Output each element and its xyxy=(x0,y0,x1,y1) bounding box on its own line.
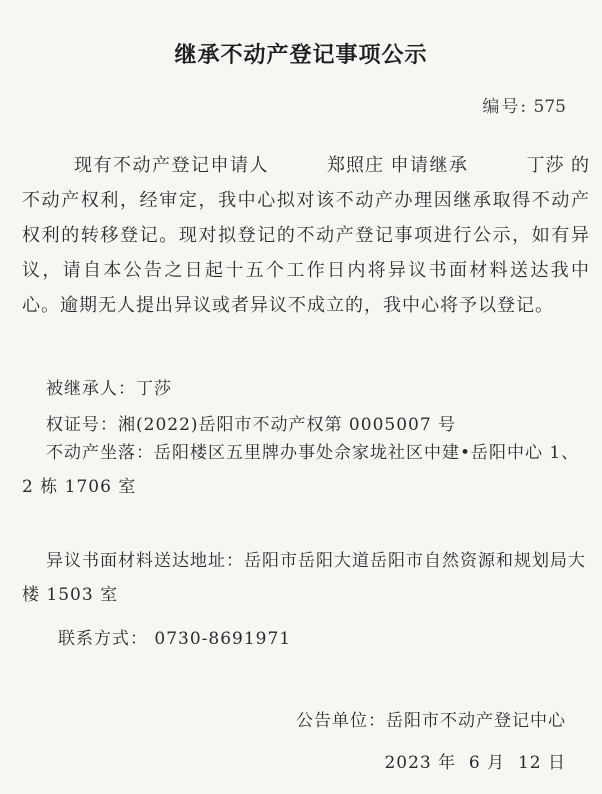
objection-address-text xyxy=(22,544,590,612)
body-text-c: 的不动产权利，经审定，我中心拟对该不动产办理因继承取得不动产权利的转移登记。现对拟登记的不动产登记事项进行公示，如有异议，请自本公告之日起十五个工作日内将异议书面材料送达我中心。逾期无人提出异议或者异议不成立的，我中心将予以登记。 xyxy=(22,155,590,316)
inheritee-line xyxy=(46,374,172,399)
issuer-label: 公告单位： xyxy=(296,711,386,731)
notice-number-value: 575 xyxy=(533,97,566,117)
location-value: 岳阳楼区五里牌办事处佘家垅社区中建•岳阳中心 1、2 栋 1706 室 xyxy=(22,443,580,497)
notice-date: 2023 年 6 月 12 日 xyxy=(384,753,566,773)
body-text-a: 现有不动产登记申请人 xyxy=(74,155,269,176)
issuer-value: 岳阳市不动产登记中心 xyxy=(386,711,566,731)
notice-number xyxy=(482,92,566,117)
location-text xyxy=(22,436,590,504)
contact-label: 联系方式： xyxy=(58,629,148,649)
certificate-value: 湘(2022)岳阳市不动产权第 0005007 号 xyxy=(118,415,457,435)
inheritee-label: 被继承人： xyxy=(46,379,136,399)
objection-address-label: 异议书面材料送达地址： xyxy=(46,551,244,571)
certificate-line xyxy=(46,410,456,435)
contact-line xyxy=(58,624,291,649)
objection-address-value: 岳阳市岳阳大道岳阳市自然资源和规划局大楼 1503 室 xyxy=(22,551,586,605)
contact-value: 0730-8691971 xyxy=(154,629,292,649)
certificate-label: 权证号： xyxy=(46,415,118,435)
notice-body xyxy=(22,148,590,323)
location-block xyxy=(22,436,590,504)
location-label: 不动产坐落： xyxy=(46,443,154,463)
body-text-b: 申请继承 xyxy=(390,155,469,176)
notice-number-label: 编号: xyxy=(482,97,529,117)
heir-name: 丁莎 xyxy=(526,155,565,176)
inheritee-value: 丁莎 xyxy=(136,379,172,399)
applicant-name: 郑照庄 xyxy=(327,155,384,176)
issuer-line xyxy=(296,706,566,731)
notice-title: 继承不动产登记事项公示 xyxy=(174,43,428,68)
objection-address-block xyxy=(22,544,590,612)
